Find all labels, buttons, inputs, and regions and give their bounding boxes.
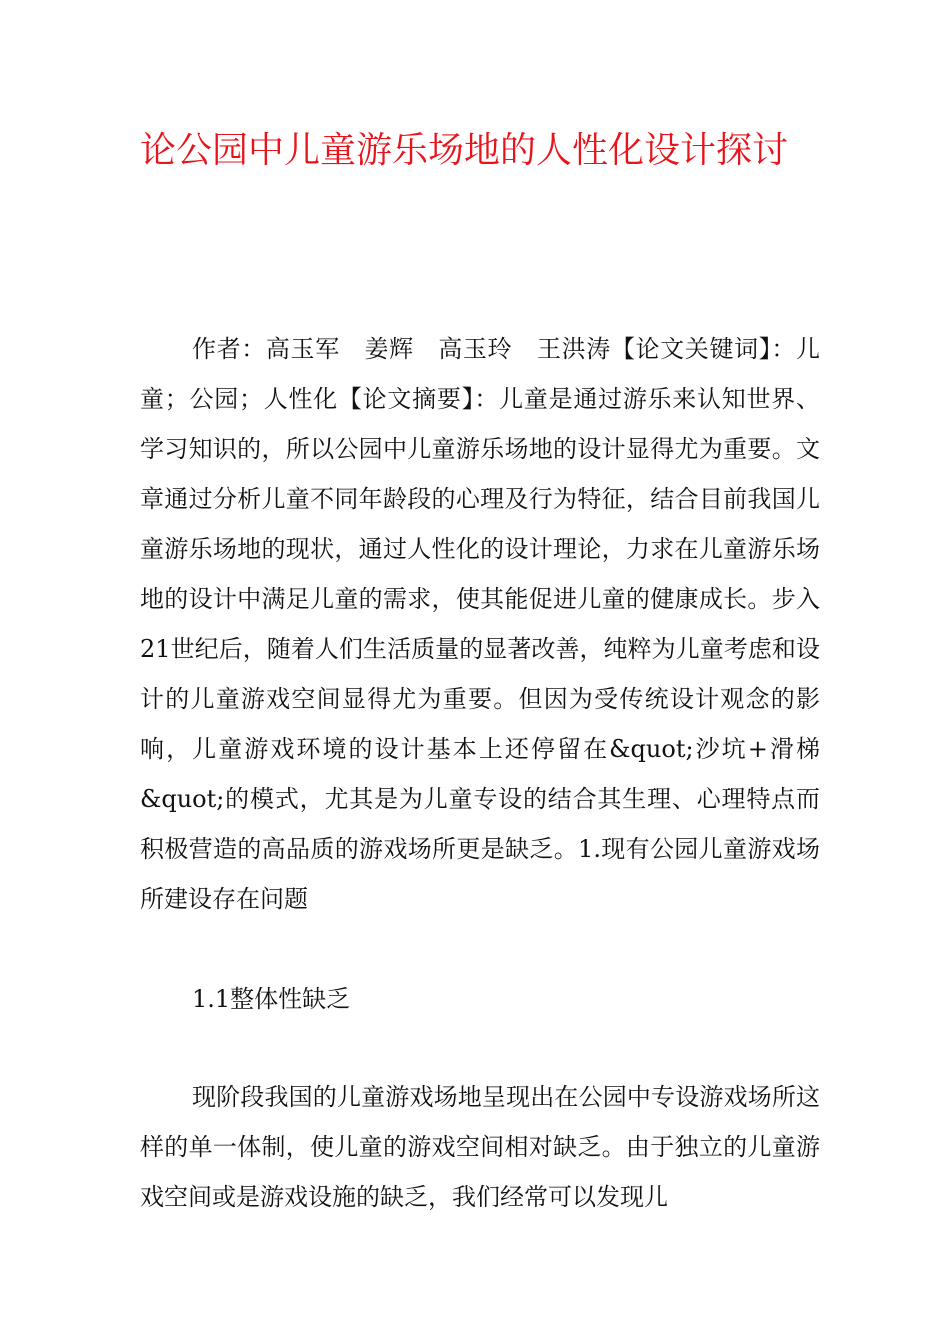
document-title: 论公园中儿童游乐场地的人性化设计探讨 bbox=[140, 130, 789, 171]
abstract-paragraph: 作者：高玉军 姜辉 高玉玲 王洪涛【论文关键词】：儿童；公园；人性化【论文摘要】：儿童是通过游乐来认知世界、学习知识的，所以公园中儿童游乐场地的设计显得尤为重要。文章通过分析儿童不同年龄段的心理及行为特征，结合目前我国儿童游乐场地的现状，通过人性化的设计理论，力求在儿童游乐场地的设计中满足儿童的需求，使其能促进儿童的健康成长。步入21世纪后，随着人们生活质量的显著改善，纯粹为儿童考虑和设计的儿童游戏空间显得尤为重要。但因为受传统设计观念的影响，儿童游戏环境的设计基本上还停留在&quot;沙坑+滑梯&quot;的模式，尤其是为儿童专设的结合其生理、心理特点而积极营造的高品质的游戏场所更是缺乏。1.现有公园儿童游戏场所建设存在问题 bbox=[140, 335, 820, 913]
section-heading: 1.1整体性缺乏 bbox=[192, 985, 351, 1013]
section-paragraph: 现阶段我国的儿童游戏场地呈现出在公园中专设游戏场所这样的单一体制，使儿童的游戏空间相对缺乏。由于独立的儿童游戏空间或是游戏设施的缺乏，我们经常可以发现儿 bbox=[140, 1083, 820, 1211]
